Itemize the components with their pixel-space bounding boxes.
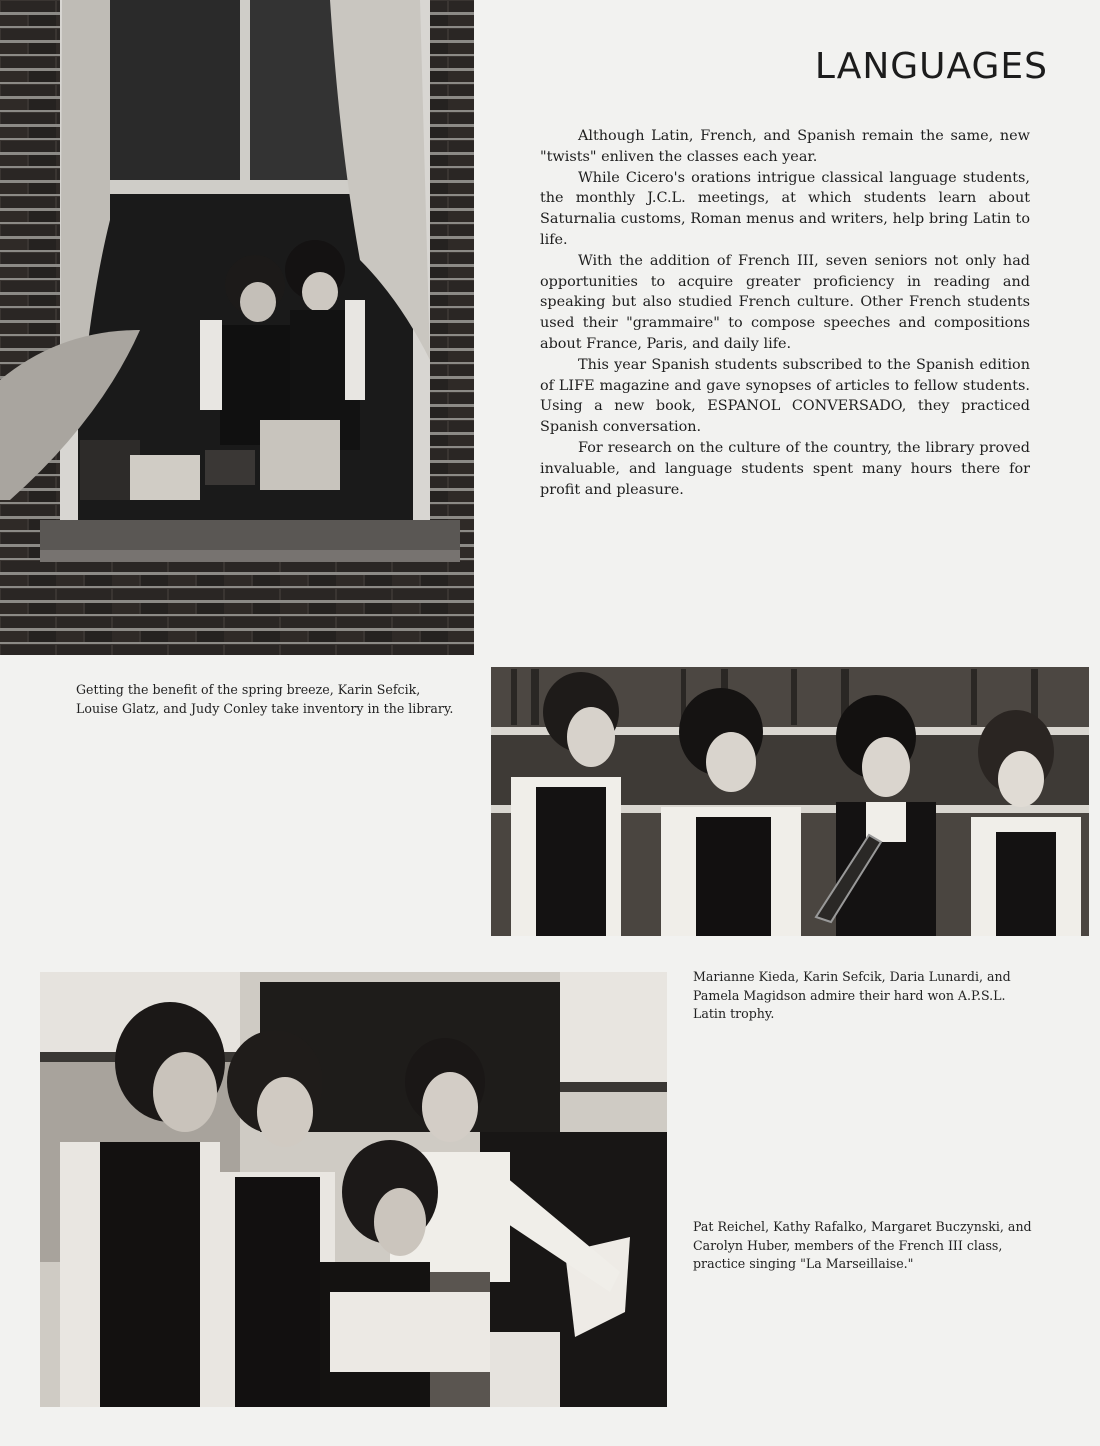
photo-window-library-image: [0, 0, 474, 655]
photo-caption: Marianne Kieda, Karin Sefcik, Daria Lunardi, and Pamela Magidson admire their hard won A.P.S.L. Latin trophy.: [693, 969, 1011, 1021]
photo-window-library: [0, 0, 474, 655]
photo-piano-singing-image: [40, 972, 667, 1407]
article-paragraph: While Cicero's orations intrigue classical language students, the monthly J.C.L. meetings, at which students learn about Saturnalia customs, Roman menus and writers, help bring Latin to life.: [540, 169, 1030, 248]
photo-latin-trophy: [491, 667, 1089, 936]
photo-caption: Pat Reichel, Kathy Rafalko, Margaret Buczynski, and Carolyn Huber, members of the French III class, practice singing "La Marseillaise.": [693, 1219, 1032, 1271]
article-body: [540, 126, 1030, 500]
photo-latin-trophy-image: [491, 667, 1089, 936]
photo-caption: Getting the benefit of the spring breeze, Karin Sefcik, Louise Glatz, and Judy Conley take inventory in the library.: [76, 682, 454, 716]
article-paragraph: Although Latin, French, and Spanish remain the same, new "twists" enliven the classes each year.: [540, 128, 1030, 165]
article-paragraph: For research on the culture of the country, the library proved invaluable, and language students spent many hours there for profit and pleasure.: [540, 439, 1030, 498]
photo-piano-singing: [40, 972, 667, 1407]
page-title: LANGUAGES: [814, 46, 1048, 88]
article-paragraph: With the addition of French III, seven seniors not only had opportunities to acquire greater proficiency in reading and speaking but also studied French culture. Other French students used their "grammaire" to compose speeches and compositions about France, Paris, and daily life.: [540, 252, 1030, 352]
article-paragraph: This year Spanish students subscribed to the Spanish edition of LIFE magazine and gave synopses of articles to fellow students. Using a new book, ESPANOL CONVERSADO, they practiced Spanish conversation.: [540, 356, 1030, 436]
